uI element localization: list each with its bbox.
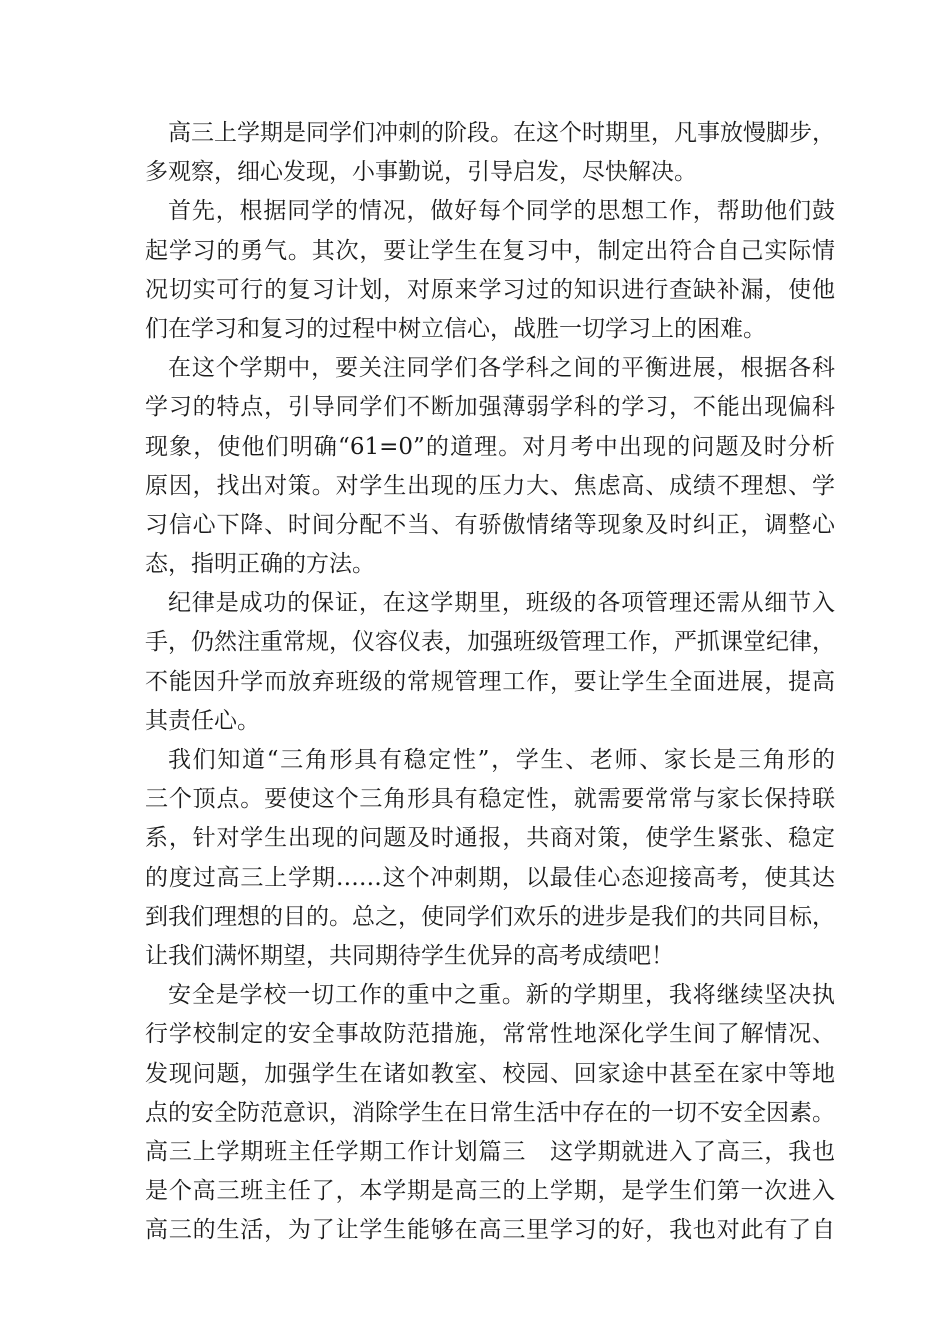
paragraph-line: 现象，使他们明确“61=0”的道理。对月考中出现的问题及时分析 <box>145 433 835 460</box>
paragraph-line: 点的安全防范意识，消除学生在日常生活中存在的一切不安全因素。 <box>145 1099 835 1126</box>
paragraph-line: 是个高三班主任了，本学期是高三的上学期，是学生们第一次进入 <box>145 1178 835 1205</box>
paragraph-line: 行学校制定的安全事故防范措施，常常性地深化学生间了解情况、 <box>145 1021 835 1048</box>
paragraph-line: 学习的特点，引导同学们不断加强薄弱学科的学习，不能出现偏科 <box>145 394 835 421</box>
paragraph-line: 况切实可行的复习计划，对原来学习过的知识进行查缺补漏，使他 <box>145 276 835 303</box>
paragraph-line: 其责任心。 <box>145 707 260 734</box>
paragraph-line: 发现问题，加强学生在诸如教室、校园、回家途中甚至在家中等地 <box>145 1060 835 1087</box>
paragraph-line: 首先，根据同学的情况，做好每个同学的思想工作，帮助他们鼓 <box>168 198 835 225</box>
paragraph-line: 三个顶点。要使这个三角形具有稳定性，就需要常常与家长保持联 <box>145 786 835 813</box>
paragraph-line: 起学习的勇气。其次，要让学生在复习中，制定出符合自己实际情 <box>145 237 835 264</box>
paragraph-line: 态，指明正确的方法。 <box>145 551 375 578</box>
paragraph-line: 在这个学期中，要关注同学们各学科之间的平衡进展，根据各科 <box>168 355 835 382</box>
paragraph-line: 的度过高三上学期……这个冲刺期，以最佳心态迎接高考，使其达 <box>145 864 835 891</box>
document-body <box>145 114 835 1250</box>
paragraph-line: 习信心下降、时间分配不当、有骄傲情绪等现象及时纠正，调整心 <box>145 511 835 538</box>
paragraph-line: 到我们理想的目的。总之，使同学们欢乐的进步是我们的共同目标， <box>145 903 835 930</box>
paragraph-line: 我们知道“三角形具有稳定性”，学生、老师、家长是三角形的 <box>168 747 835 773</box>
paragraph-line: 高三的生活，为了让学生能够在高三里学习的好，我也对此有了自 <box>145 1217 835 1244</box>
paragraph-line: 们在学习和复习的过程中树立信心，战胜一切学习上的困难。 <box>145 315 766 342</box>
paragraph-line: 安全是学校一切工作的重中之重。新的学期里，我将继续坚决执 <box>168 982 835 1009</box>
paragraph-line: 高三上学期班主任学期工作计划篇三 这学期就进入了高三，我也 <box>145 1138 835 1165</box>
paragraph-line: 原因，找出对策。对学生出现的压力大、焦虑高、成绩不理想、学 <box>145 472 835 499</box>
paragraph-line: 高三上学期是同学们冲刺的阶段。在这个时期里，凡事放慢脚步， <box>168 120 835 146</box>
paragraph-line: 让我们满怀期望，共同期待学生优异的高考成绩吧！ <box>145 942 674 969</box>
paragraph-line: 多观察，细心发现，小事勤说，引导启发，尽快解决。 <box>145 159 697 186</box>
paragraph-line: 系，针对学生出现的问题及时通报，共商对策，使学生紧张、稳定 <box>145 825 835 852</box>
paragraph-line: 手，仍然注重常规，仪容仪表，加强班级管理工作，严抓课堂纪律， <box>145 629 835 656</box>
paragraph-line: 不能因升学而放弃班级的常规管理工作，要让学生全面进展，提高 <box>145 668 835 695</box>
paragraph-line: 纪律是成功的保证，在这学期里，班级的各项管理还需从细节入 <box>168 590 835 617</box>
